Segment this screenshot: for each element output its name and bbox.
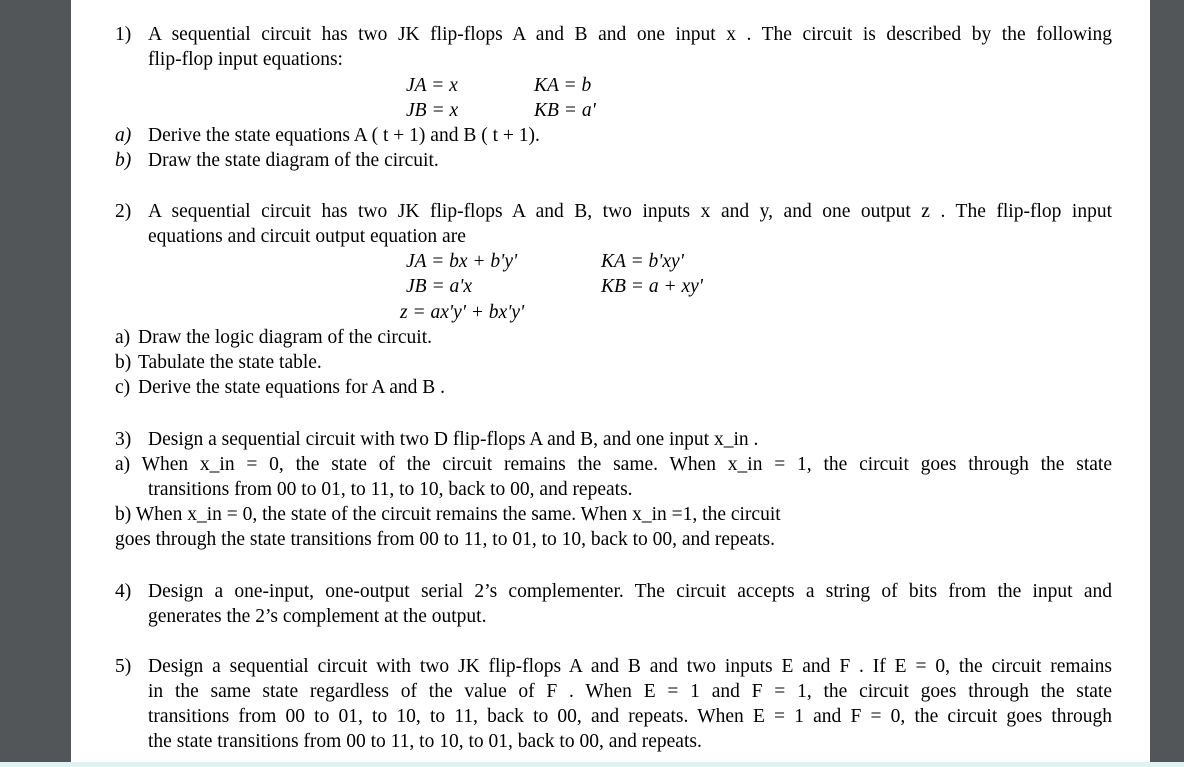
problem-text-line: the state transitions from 00 to 11, to 10, to 01, back to 00, and repeats. (148, 731, 702, 752)
equation: JB = a'x (406, 276, 473, 297)
part-label: c) (115, 377, 131, 398)
problem-text-line: a) When x_in = 0, the state of the circuit remains the same. When x_in = 1, the circuit goes through the state (115, 454, 1112, 475)
problem-text-line: generates the 2’s complement at the output. (148, 606, 487, 627)
part-text: Derive the state equations for A and B . (138, 377, 446, 398)
equation: JB = x (406, 100, 459, 121)
problem-text-line: Design a sequential circuit with two JK flip-flops A and B and two inputs E and F . If E = 0, the circuit remains (148, 656, 1112, 677)
equation: z = ax'y' + bx'y' (400, 302, 525, 323)
problem-number: 1) (115, 24, 132, 45)
part-text: Draw the logic diagram of the circuit. (138, 327, 433, 348)
document-page (71, 0, 1150, 762)
problem-number: 2) (115, 201, 132, 222)
problem-text-line: transitions from 00 to 01, to 10, to 11, back to 00, and repeats. When E = 1 and F = 0, the circuit goes through (148, 706, 1112, 727)
problem-text-line: Design a sequential circuit with two D flip-flops A and B, and one input x_in . (148, 429, 759, 450)
problem-text-line: goes through the state transitions from 00 to 11, to 01, to 10, back to 00, and repeats. (115, 529, 775, 550)
part-text: Tabulate the state table. (138, 352, 322, 373)
equation: KA = b (534, 75, 592, 96)
equation: JA = bx + b'y' (406, 251, 518, 272)
part-text: Draw the state diagram of the circuit. (148, 150, 439, 171)
part-label: b) (115, 352, 132, 373)
part-label: b) (115, 150, 132, 171)
equation: KB = a + xy' (601, 276, 703, 297)
equation: KA = b'xy' (601, 251, 684, 272)
part-text: Derive the state equations A ( t + 1) and B ( t + 1). (148, 125, 540, 146)
equation: KB = a' (534, 100, 596, 121)
problem-text-line: b) When x_in = 0, the state of the circuit remains the same. When x_in =1, the circuit (115, 504, 781, 525)
problem-text-line: A sequential circuit has two JK flip-flops A and B, two inputs x and y, and one output z . The flip-flop input (148, 201, 1112, 222)
problem-number: 4) (115, 581, 132, 602)
viewer-bottom-bar (0, 762, 1184, 767)
problem-text-line: flip-flop input equations: (148, 49, 343, 70)
equation: JA = x (406, 75, 458, 96)
problem-number: 3) (115, 429, 132, 450)
problem-text-line: A sequential circuit has two JK flip-flops A and B and one input x . The circuit is described by the following (148, 24, 1112, 45)
part-label: a) (115, 327, 131, 348)
problem-text-line: equations and circuit output equation are (148, 226, 466, 247)
problem-number: 5) (115, 656, 132, 677)
problem-text-line: in the same state regardless of the value of F . When E = 1 and F = 1, the circuit goes through the state (148, 681, 1112, 702)
problem-text-line: Design a one-input, one-output serial 2’s complementer. The circuit accepts a string of bits from the input and (148, 581, 1112, 602)
part-label: a) (115, 125, 132, 146)
problem-text-line: transitions from 00 to 01, to 11, to 10, back to 00, and repeats. (148, 479, 633, 500)
